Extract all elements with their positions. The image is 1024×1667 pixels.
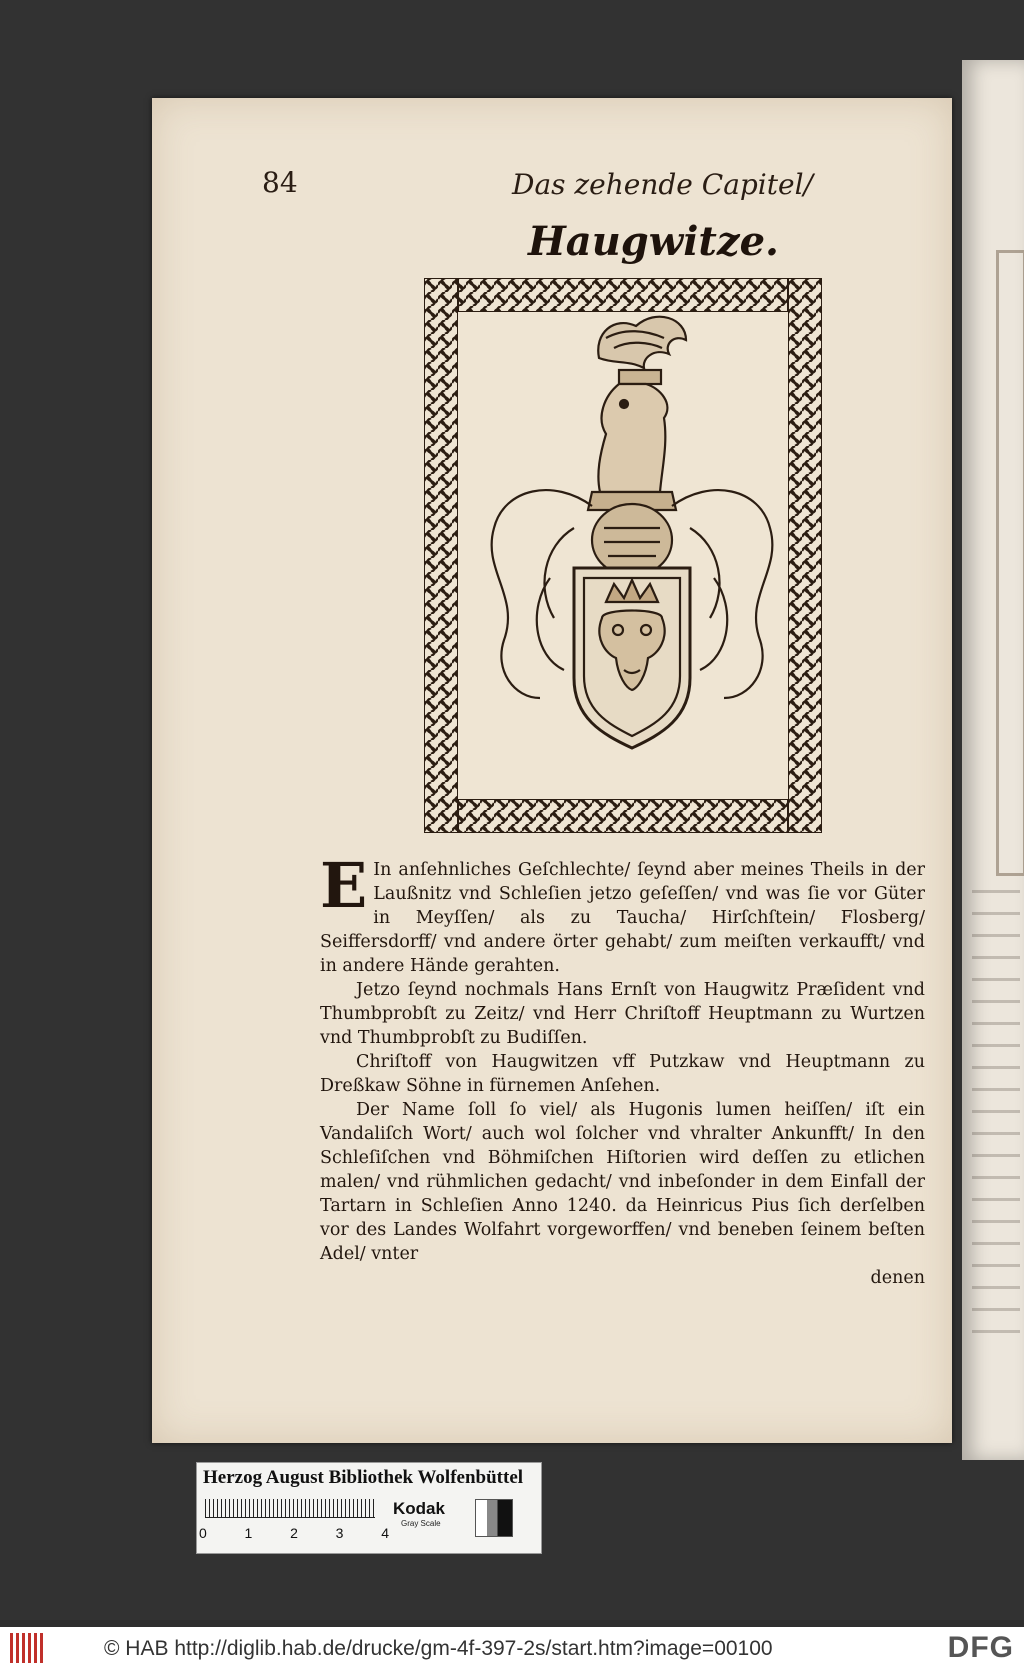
- ruler-label: 2: [290, 1525, 298, 1541]
- facing-page-woodcut-shadow: [996, 250, 1024, 876]
- drop-cap: E: [320, 849, 368, 922]
- facing-page-edge: [962, 60, 1024, 1460]
- kodak-gray-scale-label: Gray Scale: [401, 1519, 441, 1528]
- ruler-label: 4: [381, 1525, 389, 1541]
- scale-ruler: [205, 1499, 375, 1518]
- ruler-label: 0: [199, 1525, 207, 1541]
- ruler-labels: [199, 1525, 389, 1541]
- family-name-title: Haugwitze.: [528, 218, 779, 265]
- paragraph-1: [320, 849, 925, 978]
- book-page: [152, 98, 952, 1443]
- paragraph-4: Der Name ſoll ſo viel/ als Hugonis lumen heiſſen/ iſt ein Vandaliſch Wort/ auch wol ſolcher vnd vhralter Ankunfft/ In den Schleſiſchen vnd Böhmiſchen Hiſtorien wird deſſen zu etlichen malen/ vnd rühmlichen gedacht/ vnd inbeſonder in dem Einfall der Tartarn in Schleſien Anno 1240. da Heinricus Pius ſich derſelben vor des Landes Wolfahrt vorgeworffen/ vnd beneben ſeinem beſten Adel/ vnter: [320, 1100, 925, 1264]
- paragraph-3: Chriſtoff von Haugwitzen vff Putzkaw vnd Heuptmann zu Dreßkaw Söhne in fürnemen Anſehen.: [320, 1052, 925, 1096]
- main-text: [320, 849, 925, 1290]
- kodak-label: Kodak: [393, 1499, 445, 1518]
- ruler-label: 1: [244, 1525, 253, 1541]
- page-number: 84: [262, 166, 298, 199]
- paragraph-1-text: In anſehnliches Geſchlechte/ ſeynd aber meines Theils in der Laußnitz vnd Schleſien jetzo geſeſſen/ vnd was ſie vor Güter in Meyſſen/ als zu Taucha/ Hirſchſtein/ Flosberg/ Seiffersdorff/ vnd andere örter gehabt/ zum meiſten verkaufft/ vnd in andere Hände gerahten.: [320, 860, 925, 976]
- chapter-heading: Das zehende Capitel/: [512, 168, 813, 201]
- footer-bar: [0, 1627, 1024, 1667]
- facing-page-text-shadow: [972, 890, 1020, 1350]
- catchword: denen: [870, 1268, 925, 1288]
- library-color-card: [196, 1462, 542, 1554]
- hab-logo-icon: [10, 1633, 44, 1663]
- gray-scale-patch: [475, 1499, 513, 1537]
- coat-of-arms-woodcut-icon: [424, 278, 822, 833]
- dfg-logo: DFG: [947, 1631, 1014, 1664]
- footer-copyright-link[interactable]: © HAB http://diglib.hab.de/drucke/gm-4f-397-2s/start.htm?image=00100: [104, 1637, 773, 1660]
- paragraph-2: Jetzo ſeynd nochmals Hans Ernſt von Haugwitz Præſident vnd Thumbprobſt zu Zeitz/ vnd Herr Chriſtoff Heuptmann zu Wurtzen vnd Thumbprobſt zu Budiſſen.: [320, 980, 925, 1048]
- library-name: Herzog August Bibliothek Wolfenbüttel: [203, 1467, 524, 1488]
- ruler-label: 3: [335, 1525, 344, 1541]
